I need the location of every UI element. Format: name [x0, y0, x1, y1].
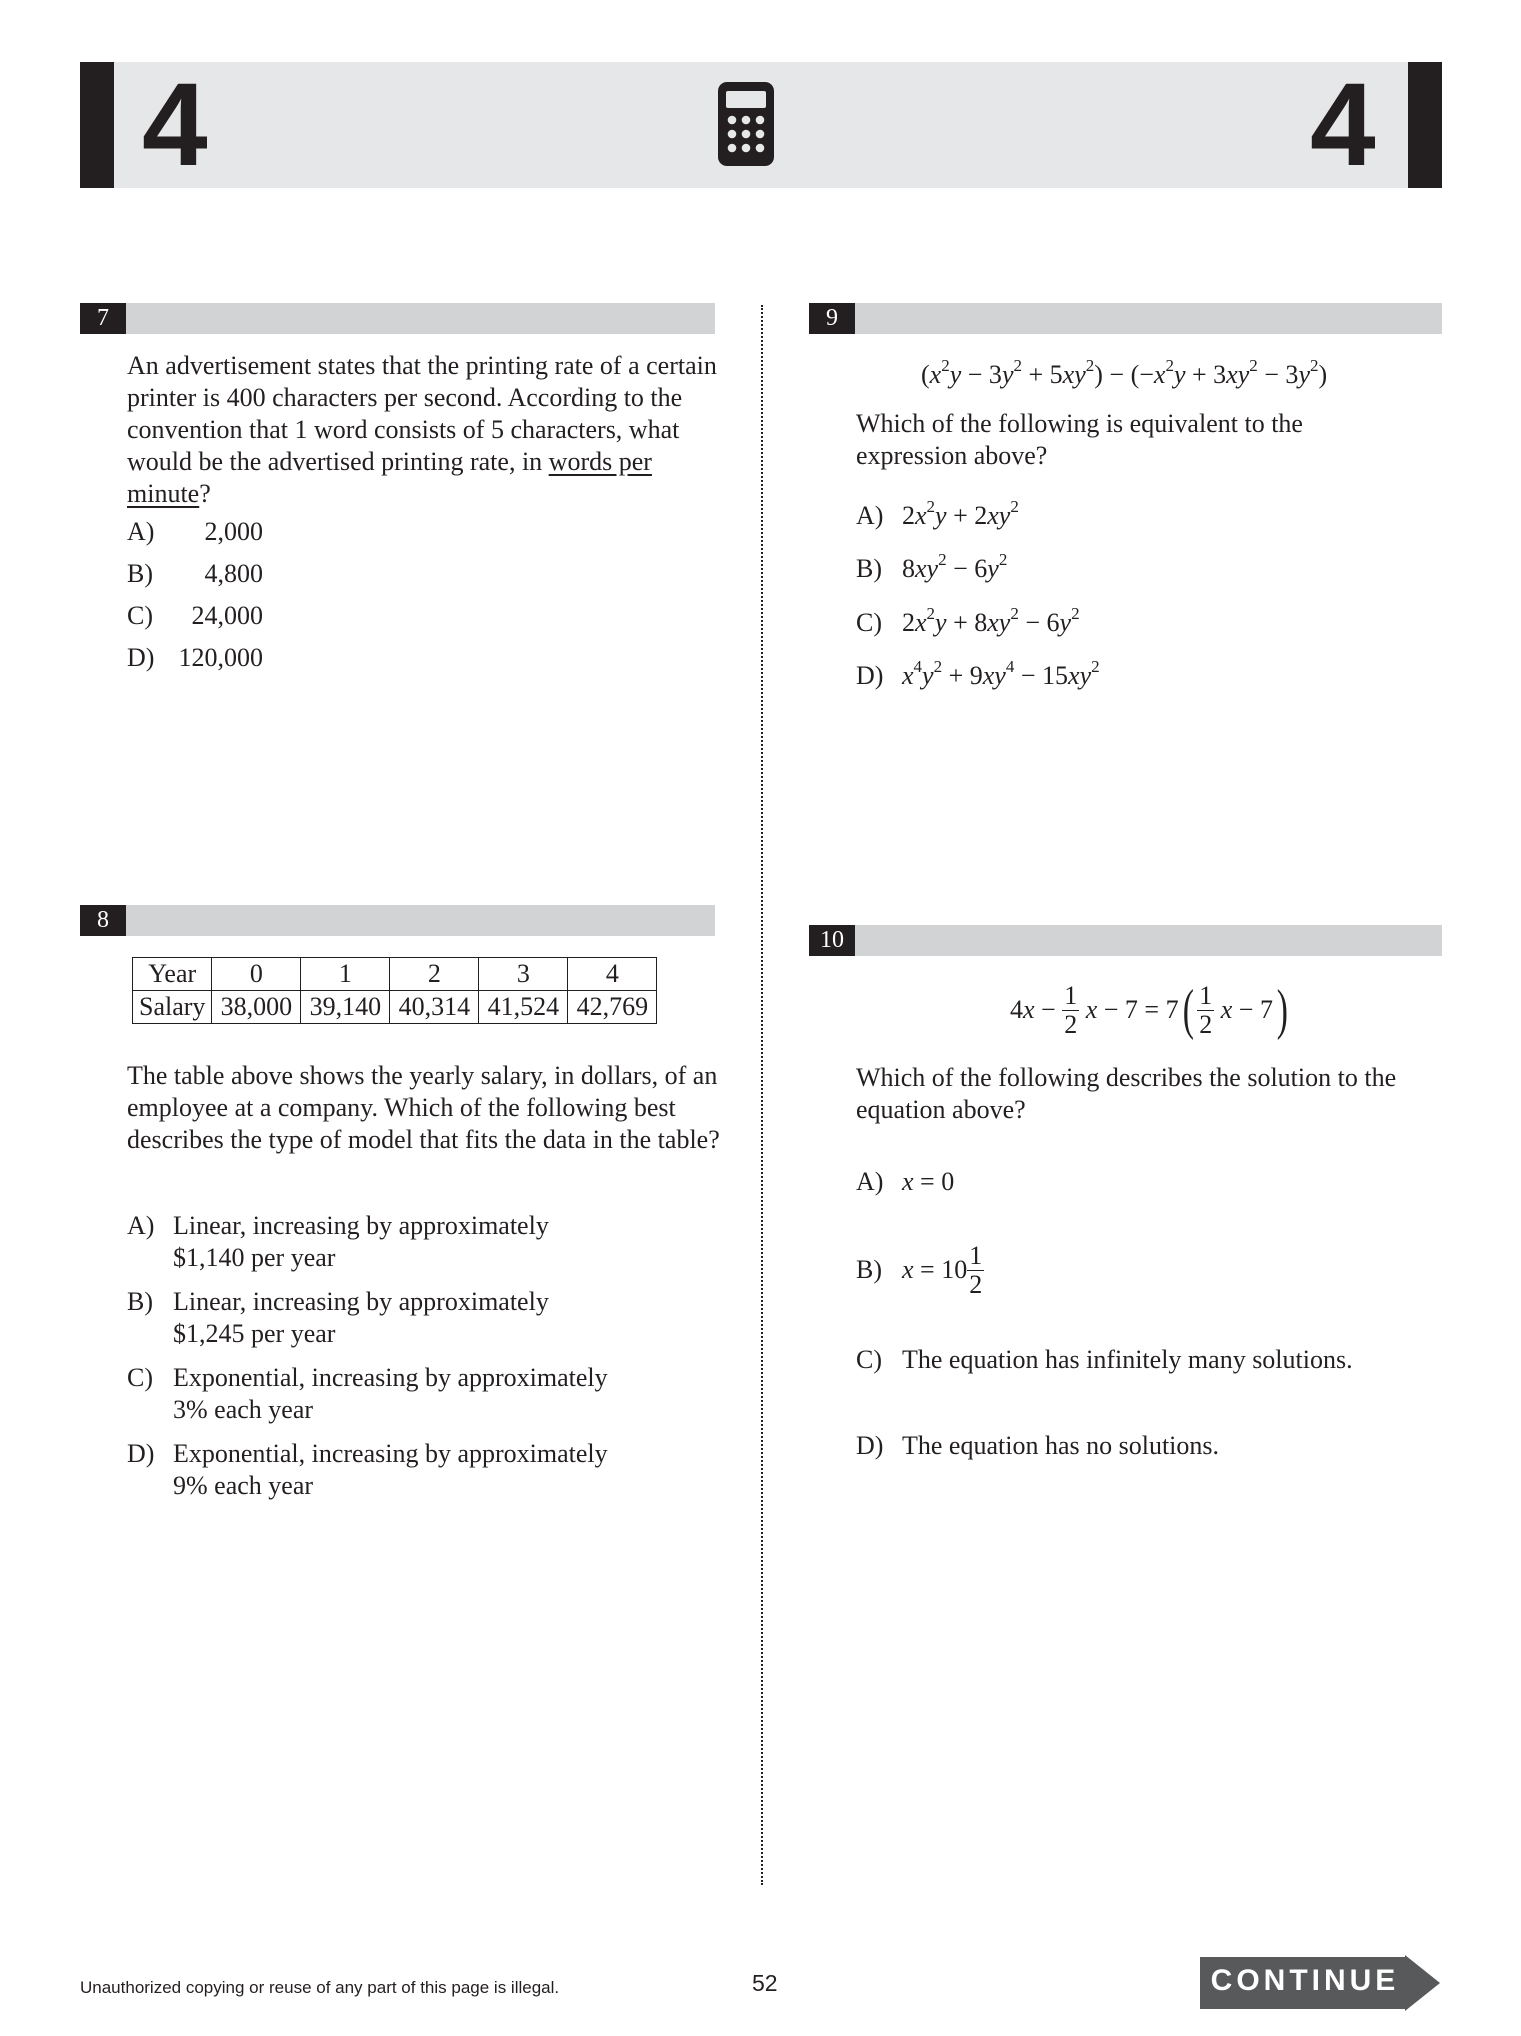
choice-text: $1,140 per year [173, 1243, 336, 1272]
choice-label: A) [127, 1211, 155, 1240]
section-header-left-bar [80, 62, 114, 188]
question-7-stem-end: ? [199, 479, 211, 508]
table-cell: 38,000 [212, 991, 301, 1024]
choice-text: 2,000 [204, 517, 263, 546]
choice-label: B) [127, 559, 153, 588]
section-number-right: 4 [1310, 59, 1376, 191]
column-divider [761, 305, 763, 1885]
choice-text: 3% each year [173, 1395, 314, 1424]
question-7-choice-c[interactable] [127, 600, 263, 632]
choice-label: C) [127, 601, 153, 630]
continue-button[interactable] [1200, 1955, 1440, 2011]
question-10-choice-b[interactable] [856, 1235, 984, 1305]
question-8-header [80, 905, 715, 936]
question-10-number: 10 [809, 925, 855, 956]
question-9-choice-c[interactable] [856, 604, 1080, 639]
choice-label: B) [856, 554, 882, 583]
table-cell: Salary [133, 991, 212, 1024]
table-row [133, 991, 657, 1024]
question-9-stem: Which of the following is equivalent to the expression above? [856, 409, 1303, 470]
fraction-one-half: $\frac{1}{2}$ [969, 1240, 983, 1299]
question-7-number: 7 [80, 303, 126, 334]
question-8-choice-a[interactable] [127, 1210, 549, 1274]
question-10-choice-d[interactable] [856, 1430, 1219, 1462]
question-8-choice-b[interactable] [127, 1286, 549, 1350]
question-9-choice-d[interactable] [856, 657, 1100, 692]
question-7-stem-text: An advertisement states that the printing rate of a certain printer is 400 characters per second. According to the convention that 1 word consists of 5 characters, what would be the advertised printing rate, in [127, 351, 717, 476]
choice-text: $2x^2y + 8xy^2 - 6y^2$ [902, 604, 1080, 637]
question-8-stem: The table above shows the yearly salary, in dollars, of an employee at a company. Which of the following best describes the type of model that fits the data in the table? [127, 1061, 720, 1154]
choice-label: A) [127, 517, 155, 546]
choice-text: 120,000 [178, 643, 263, 672]
copyright-notice: Unauthorized copying or reuse of any part of this page is illegal. [80, 1978, 560, 1997]
question-7-header [80, 303, 715, 334]
choice-label: D) [856, 1431, 884, 1460]
table-cell: 4 [568, 958, 657, 991]
choice-label: D) [856, 661, 884, 690]
table-cell: 40,314 [390, 991, 479, 1024]
page-number: 52 [752, 1970, 778, 1996]
choice-text: $8xy^2 - 6y^2$ [902, 550, 1008, 583]
choice-text: Exponential, increasing by approximately [173, 1363, 608, 1392]
choice-label: D) [127, 1439, 155, 1468]
choice-label: C) [127, 1363, 153, 1392]
table-cell: 3 [479, 958, 568, 991]
choice-label: A) [856, 1167, 884, 1196]
continue-label: CONTINUE [1210, 1964, 1400, 1997]
table-cell: 41,524 [479, 991, 568, 1024]
question-10-stem: Which of the following describes the solution to the equation above? [856, 1063, 1397, 1124]
choice-label: C) [856, 608, 882, 637]
question-8-number: 8 [80, 905, 126, 936]
choice-label: B) [856, 1255, 882, 1284]
section-header-right-bar [1408, 62, 1442, 188]
choice-text: 9% each year [173, 1471, 314, 1500]
choice-text: Linear, increasing by approximately [173, 1211, 549, 1240]
table-cell: 0 [212, 958, 301, 991]
choice-text: $1,245 per year [173, 1319, 336, 1348]
choice-text: Exponential, increasing by approximately [173, 1439, 608, 1468]
question-7-stem [127, 350, 717, 510]
choice-text: Linear, increasing by approximately [173, 1287, 549, 1316]
question-10-header [809, 925, 1442, 956]
fraction-one-half: $\frac{1}{2}$ [1199, 980, 1213, 1039]
fraction-one-half: $\frac{1}{2}$ [1064, 980, 1078, 1039]
choice-label: B) [127, 1287, 153, 1316]
question-9-expression: $(x^2y - 3y^2 + 5xy^2) - (-x^2y + 3xy^2 - 3y^2)$ [921, 356, 1328, 389]
question-9-number: 9 [809, 303, 855, 334]
question-10-choice-c[interactable] [856, 1344, 1353, 1376]
table-cell: 2 [390, 958, 479, 991]
choice-text: The equation has no solutions. [902, 1431, 1220, 1460]
choice-text: 4,800 [204, 559, 263, 588]
question-8-choice-c[interactable] [127, 1362, 608, 1426]
section-number-left: 4 [142, 59, 208, 191]
table-cell: 42,769 [568, 991, 657, 1024]
choice-text: x = 0 [902, 1167, 955, 1196]
choice-text: x = 10 [902, 1255, 968, 1284]
question-9-choice-a[interactable] [856, 497, 1019, 532]
question-10-choice-a[interactable] [856, 1166, 954, 1198]
choice-text: $2x^2y + 2xy^2$ [902, 497, 1019, 530]
calculator-icon [716, 80, 776, 168]
table-row [133, 958, 657, 991]
choice-text: $x^4y^2 + 9xy^4 - 15xy^2$ [902, 657, 1100, 690]
choice-label: A) [856, 501, 884, 530]
table-cell: Year [133, 958, 212, 991]
choice-label: C) [856, 1345, 882, 1374]
salary-table [132, 957, 657, 1024]
question-8-choice-d[interactable] [127, 1438, 608, 1502]
choice-text: 24,000 [191, 601, 263, 630]
question-9-choice-b[interactable] [856, 550, 1008, 585]
question-10-equation: 4x − $\frac{1}{2}$ x − 7 = 7 ( $\frac{1}{2}$ x − 7 ) [1010, 979, 1288, 1041]
choice-label: D) [127, 643, 155, 672]
choice-text: The equation has infinitely many solutions. [902, 1345, 1353, 1374]
table-cell: 39,140 [301, 991, 390, 1024]
table-cell: 1 [301, 958, 390, 991]
question-7-choice-b[interactable] [127, 558, 263, 590]
question-7-stem-underlined: words per minute [127, 447, 652, 508]
question-7-choice-d[interactable] [127, 642, 263, 674]
question-9-header [809, 303, 1442, 334]
question-7-choice-a[interactable] [127, 516, 263, 548]
